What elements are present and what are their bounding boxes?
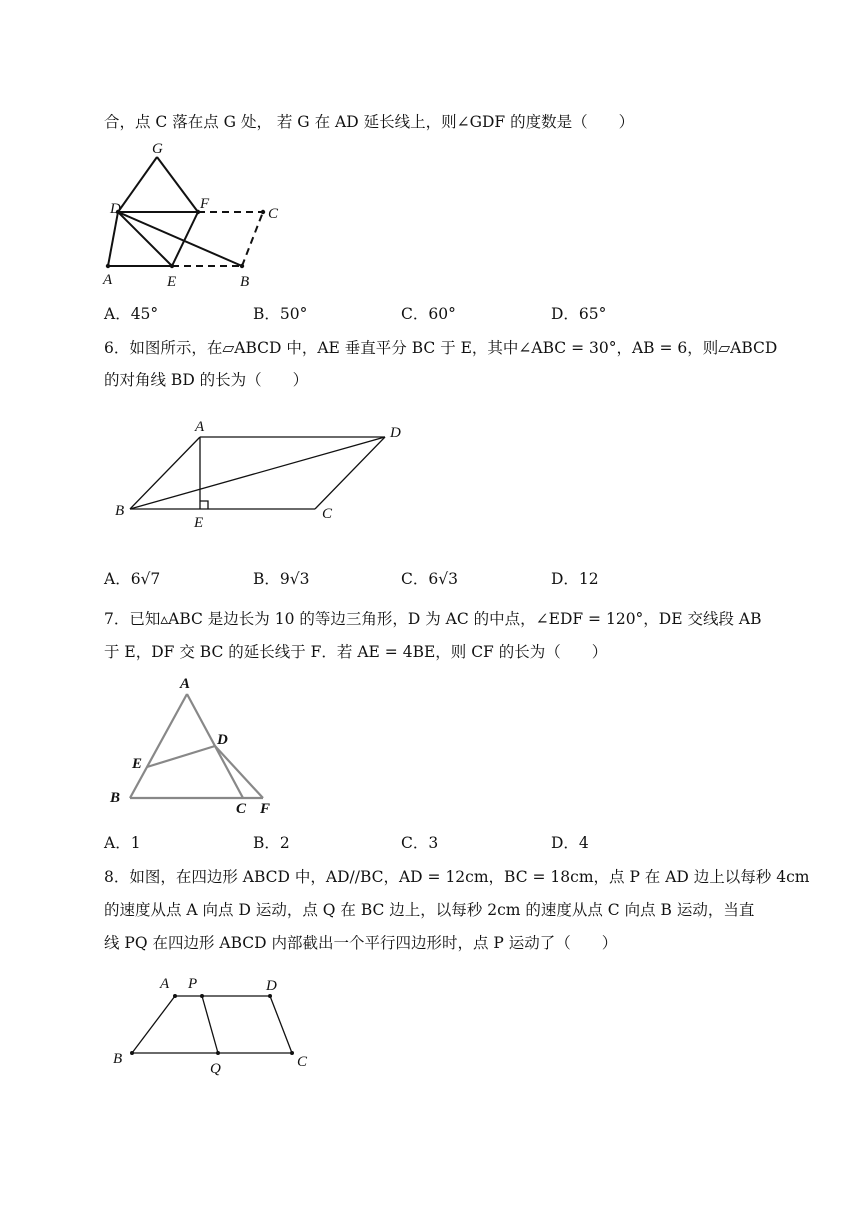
q6-line-1: 6．如图所示，在▱ABCD 中，AE 垂直平分 BC 于 E，其中∠ABC = 30°，AB = 6，则▱ABCD	[104, 339, 778, 357]
label-B: B	[113, 1051, 123, 1067]
q5-option-a[interactable]: A．45°	[104, 305, 159, 323]
q7-option-c[interactable]: C．3	[401, 834, 439, 852]
q8-line-1: 8．如图，在四边形 ABCD 中，AD//BC，AD = 12cm，BC = 18cm，点 P 在 AD 边上以每秒 4cm	[104, 868, 810, 886]
q5-option-d[interactable]: D．65°	[551, 305, 607, 323]
label-B: B	[240, 274, 250, 290]
q7-line-1: 7．已知▵ABC 是边长为 10 的等边三角形，D 为 AC 的中点，∠EDF = 120°，DE 交线段 AB	[104, 610, 762, 628]
q6-option-b[interactable]: B．9√3	[253, 570, 310, 588]
q6-line-2: 的对角线 BD 的长为（ ）	[104, 371, 309, 389]
label-D: D	[217, 732, 228, 748]
q8-figure	[108, 970, 338, 1080]
q6-option-d[interactable]: D．12	[551, 570, 599, 588]
q8-line-2: 的速度从点 A 向点 D 运动，点 Q 在 BC 边上，以每秒 2cm 的速度从点 C 向点 B 运动，当直	[104, 901, 755, 919]
label-C: C	[236, 801, 247, 817]
q7-option-b[interactable]: B．2	[253, 834, 290, 852]
label-Q: Q	[210, 1061, 221, 1077]
label-A: A	[160, 976, 170, 992]
q7-figure	[105, 672, 285, 822]
label-F: F	[200, 196, 210, 212]
label-E: E	[194, 515, 204, 531]
label-A: A	[103, 272, 113, 288]
label-G: G	[152, 141, 163, 157]
label-P: P	[188, 976, 198, 992]
label-A: A	[180, 676, 191, 692]
q5-figure	[100, 138, 300, 293]
label-A: A	[195, 419, 205, 435]
q7-line-2: 于 E，DF 交 BC 的延长线于 F．若 AE = 4BE，则 CF 的长为（ ）	[104, 643, 608, 661]
q6-option-a[interactable]: A．6√7	[104, 570, 161, 588]
label-D: D	[390, 425, 401, 441]
label-B: B	[115, 503, 125, 519]
q7-option-a[interactable]: A．1	[104, 834, 141, 852]
label-C: C	[322, 506, 333, 522]
label-D: D	[266, 978, 277, 994]
q6-figure	[110, 415, 420, 535]
label-D: D	[110, 201, 121, 217]
label-B: B	[110, 790, 121, 806]
label-F: F	[260, 801, 271, 817]
q8-line-3: 线 PQ 在四边形 ABCD 内部截出一个平行四边形时，点 P 运动了（ ）	[104, 934, 618, 952]
label-C: C	[268, 206, 279, 222]
label-C: C	[297, 1054, 308, 1070]
q5-option-b[interactable]: B．50°	[253, 305, 308, 323]
label-E: E	[167, 274, 177, 290]
q6-option-c[interactable]: C．6√3	[401, 570, 458, 588]
q5-text: 合，点 C 落在点 G 处， 若 G 在 AD 延长线上，则∠GDF 的度数是（ ）	[104, 113, 635, 131]
q5-option-c[interactable]: C．60°	[401, 305, 456, 323]
q7-option-d[interactable]: D．4	[551, 834, 589, 852]
label-E: E	[132, 756, 143, 772]
